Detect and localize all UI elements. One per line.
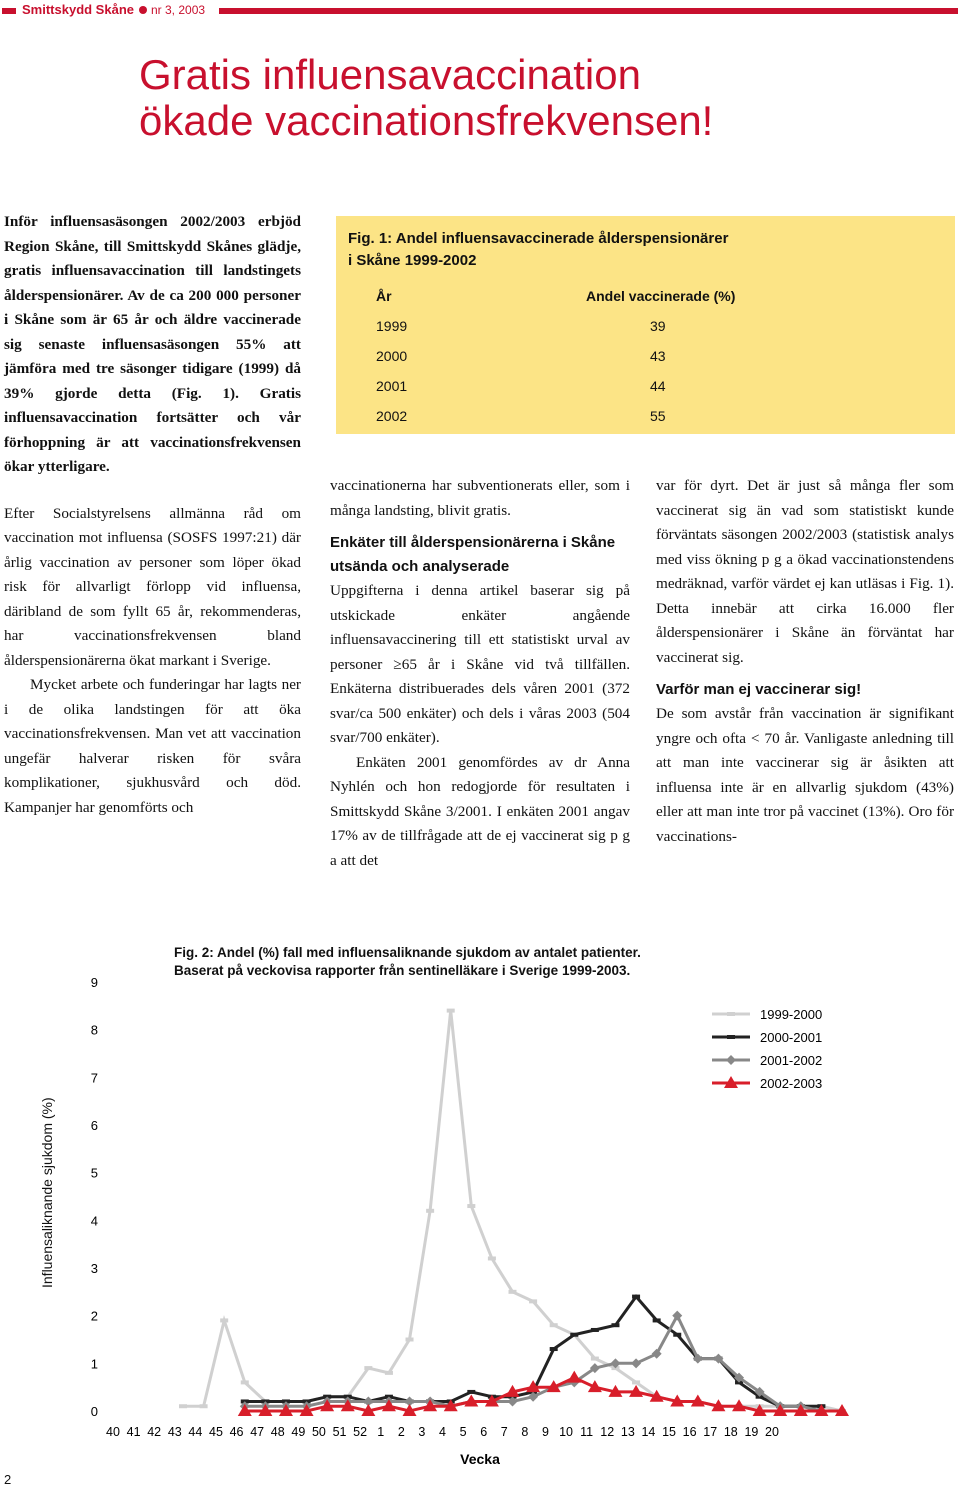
x-tick-label: 40 [106, 1425, 120, 1439]
x-tick-label: 49 [291, 1425, 306, 1439]
section-heading: Varför man ej vaccinerar sig! [656, 681, 862, 698]
series-line-1999-2000 [183, 1011, 842, 1411]
legend-marker [727, 1035, 735, 1039]
y-tick-label: 2 [90, 1308, 98, 1324]
x-tick-label: 4 [439, 1425, 446, 1439]
data-point [467, 1390, 475, 1394]
x-tick-label: 42 [147, 1425, 162, 1439]
chart-title: Fig. 2: Andel (%) fall med influensaliknande sjukdom av antalet patienter. [174, 945, 641, 960]
row-value: 43 [650, 348, 666, 364]
title-line-2: ökade vaccinationsfrekvensen! [139, 97, 714, 144]
x-tick-label: 46 [229, 1425, 244, 1439]
data-point [591, 1357, 599, 1361]
data-point [385, 1371, 393, 1375]
column-3 [656, 474, 954, 849]
x-tick-label: 9 [541, 1425, 549, 1439]
data-point [567, 1371, 581, 1383]
figure-2 [0, 930, 960, 1485]
x-tick-label: 43 [167, 1425, 182, 1439]
data-point [241, 1380, 249, 1384]
legend-marker [726, 1055, 736, 1065]
x-tick-label: 11 [580, 1425, 594, 1439]
x-tick-label: 41 [126, 1425, 141, 1439]
y-tick-label: 8 [90, 1022, 98, 1038]
column-2 [330, 474, 630, 873]
header-bar-left [2, 8, 16, 14]
issue-label: nr 3, 2003 [151, 3, 206, 17]
data-point [632, 1380, 640, 1384]
paragraph: Enkäten 2001 genomfördes av dr Anna Nyhlén och hon redogjorde för resultaten i Smittskydd Skåne 3/2001. I enkäten 2001 angav 17% av de tillfrågade att de ej vaccinerat sig p g a att det [330, 753, 630, 869]
x-tick-label: 14 [641, 1425, 656, 1439]
data-point [488, 1256, 496, 1260]
x-tick-label: 44 [188, 1425, 203, 1439]
y-tick-label: 5 [90, 1165, 98, 1181]
x-tick-label: 6 [480, 1425, 488, 1439]
publication-name: Smittskydd Skåne [22, 2, 134, 17]
header-year: År [376, 288, 392, 304]
data-point [550, 1323, 558, 1327]
paragraph: Efter Socialstyrelsens allmänna råd om vaccination mot influensa (SOSFS 1997:21) där årlig vaccination av personer som löper ökad risk för allvarligt förlopp vid influensa, däribland de som fyllt 65 år, rekommenderas, har vaccinationsfrekvensen bland ålderspensionärerna ökat markant i Sverige. [4, 504, 301, 669]
data-point [673, 1333, 681, 1337]
data-point [591, 1328, 599, 1332]
line-chart [0, 930, 960, 1485]
paragraph: Uppgifterna i denna artikel baserar sig på utskickade enkäter angående influensavaccinering till ett statistiskt urval av personer ≥65 år i Skåne vid två tillfällen. Enkäterna distribuerades dels våren 2001 (372 svar/ca 500 enkäter) och dels i våras 2003 (504 svar/700 enkäter). [330, 582, 630, 746]
data-point [529, 1299, 537, 1303]
x-tick-label: 13 [620, 1425, 635, 1439]
header-dot-icon [139, 6, 147, 14]
row-year: 2000 [376, 348, 408, 364]
y-tick-label: 9 [90, 975, 98, 990]
data-point [632, 1295, 640, 1299]
data-point [611, 1323, 619, 1327]
page-number: 2 [4, 1472, 12, 1487]
y-tick-label: 4 [90, 1213, 98, 1229]
data-point [200, 1404, 208, 1408]
y-axis-label: Influensaliknande sjukdom (%) [39, 1097, 55, 1288]
legend-label: 2001-2002 [760, 1053, 823, 1068]
row-year: 2001 [376, 378, 408, 394]
row-year: 1999 [376, 318, 408, 334]
x-tick-label: 16 [682, 1425, 697, 1439]
data-point [426, 1209, 434, 1213]
x-tick-label: 52 [353, 1425, 368, 1439]
y-tick-label: 6 [90, 1118, 98, 1133]
section-heading: Enkäter till ålderspensionärerna i Skåne utsända och analyserade [330, 534, 616, 575]
data-point [220, 1318, 228, 1322]
legend-label: 1999-2000 [760, 1007, 823, 1022]
data-point [509, 1290, 517, 1294]
x-tick-label: 45 [209, 1425, 223, 1439]
data-point [653, 1318, 661, 1322]
x-tick-label: 47 [250, 1425, 265, 1439]
x-tick-label: 3 [418, 1425, 426, 1439]
x-tick-label: 2 [397, 1425, 405, 1439]
header-bar-right [219, 8, 958, 14]
y-tick-label: 0 [90, 1404, 98, 1419]
figure-1-title [348, 228, 728, 272]
paragraph: De som avstår från vaccination är signifikant yngre och ofta < 70 år. Vanligaste anledning till att man inte vaccinerar sig är åsikten att influensa inte är en allvarlig sjukdom (43%) eller att man inte tror på vaccinet (13%). Oro för vaccinations- [656, 705, 954, 845]
x-tick-label: 18 [723, 1425, 738, 1439]
column-1 [4, 210, 301, 820]
paragraph: vaccinationerna har subventionerats eller, som i många landsting, blivit gratis. [330, 477, 630, 519]
legend-label: 2000-2001 [760, 1030, 823, 1045]
title-line-1: Gratis influensavaccination [139, 51, 641, 98]
row-value: 39 [650, 318, 666, 334]
lead-paragraph: Inför influensasäsongen 2002/2003 erbjöd Region Skåne, till Smittskydd Skånes glädje, gratis influensavaccination till landstingets ålderspensionärer. Av de ca 200 000 personer i Skåne som är 65 år och äldre vaccinerade sig senaste influensasäsongen 55% att jämföra med tre säsonger tidigare (1999) då 39% gjorde detta (Fig. 1). Gratis influensavaccination fortsätter och vår förhoppning är att vaccinationsfrekvensen ökar ytterligare. [4, 213, 301, 475]
x-tick-label: 50 [311, 1425, 326, 1439]
header-text [22, 2, 205, 17]
figure-1-title-line-2: i Skåne 1999-2002 [348, 252, 477, 269]
legend-marker [727, 1012, 735, 1016]
legend-label: 2002-2003 [760, 1076, 823, 1091]
x-tick-label: 1 [377, 1425, 385, 1439]
data-point [570, 1333, 578, 1337]
x-tick-label: 8 [521, 1425, 529, 1439]
x-axis-label: Vecka [460, 1451, 500, 1467]
paragraph: Mycket arbete och funderingar har lagts ner i de olika landstingen för att öka vaccinationsfrekvensen. Man vet att vaccination ungefär halverar risken för svåra komplikationer, sjukhusvård och död. Kampanjer har genomförts och [4, 676, 301, 816]
x-tick-label: 19 [744, 1425, 759, 1439]
data-point [467, 1204, 475, 1208]
y-tick-label: 1 [90, 1356, 98, 1372]
figure-1-title-line-1: Fig. 1: Andel influensavaccinerade ålderspensionärer [348, 230, 729, 247]
data-point [550, 1347, 558, 1351]
row-value: 44 [650, 378, 666, 394]
x-tick-label: 48 [270, 1425, 285, 1439]
header-value: Andel vaccinerade (%) [586, 288, 736, 304]
x-tick-label: 5 [459, 1425, 467, 1439]
article-title [139, 52, 939, 144]
data-point [631, 1358, 641, 1368]
row-value: 55 [650, 408, 666, 424]
x-tick-label: 17 [703, 1425, 718, 1439]
x-tick-label: 12 [600, 1425, 615, 1439]
chart-subtitle: Baserat på veckovisa rapporter från sentinelläkare i Sverige 1999-2003. [174, 963, 631, 978]
x-tick-label: 15 [662, 1425, 676, 1439]
x-tick-label: 51 [332, 1425, 347, 1439]
figure-1-box [336, 216, 955, 434]
x-tick-label: 10 [559, 1425, 574, 1439]
paragraph: var för dyrt. Det är just så många fler som vaccinerat sig än vad som statistiskt kunde förväntats säsongen 2002/2003 (statistisk analys med viss ökning p g a ökad vaccinationstendens medräknad, varför värdet ej kan utläsas i Fig. 1). Detta innebär att cirka 16.000 fler ålderspensionärer i Skåne än förväntat har vaccinerat sig. [656, 477, 954, 666]
y-tick-label: 3 [90, 1261, 98, 1276]
page-header [0, 0, 960, 22]
x-tick-label: 7 [500, 1425, 508, 1439]
y-tick-label: 7 [90, 1070, 98, 1086]
data-point [364, 1366, 372, 1370]
data-point [179, 1404, 187, 1408]
data-point [447, 1009, 455, 1013]
data-point [406, 1338, 414, 1342]
x-tick-label: 20 [765, 1425, 779, 1439]
row-year: 2002 [376, 408, 408, 424]
